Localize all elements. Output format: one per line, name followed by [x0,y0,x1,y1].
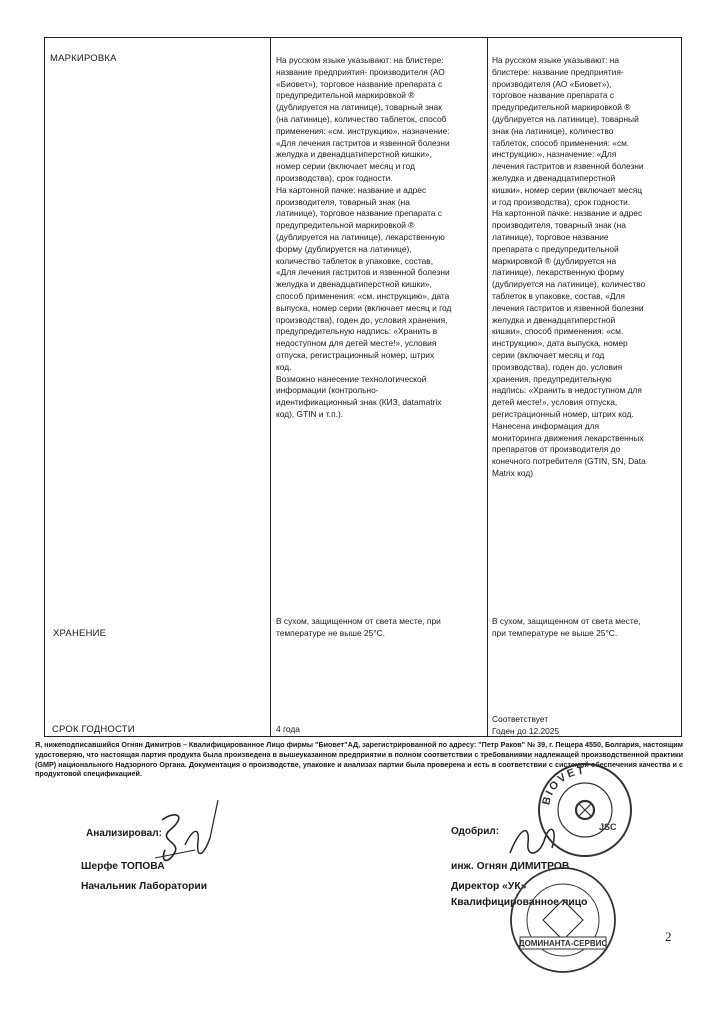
analyst-name: Шерфе ТОПОВА [81,861,165,872]
approver-name: инж. Огнян ДИМИТРОВ [451,861,570,872]
biovet-stamp-suffix: JSC [599,822,617,832]
row-label-storage: ХРАНЕНИЕ [53,628,107,639]
analyzed-by-label: Анализировал: [86,828,162,839]
shelf-life-specification: 4 года [276,724,300,734]
page-number: 2 [665,929,672,944]
marking-result: На русском языке указывают: на блистере: название предприятия- производителя (АО «Биовет»), торговое название препарата с предупредительной маркировкой ® (дублируется на латинице), товарный знак (на латинице), количество таблеток, способ применения: «см. инструкцию», назначение: «Для лечения гастритов и язвенной болезни желудка и двенадцатиперстной кишки», номер серии (включает месяц и год производства), срок годности. На картонной пачке: название и адрес производителя, товарный знак (на латинице), торговое название препарата с предупредительной маркировкой ® (дублируется на латинице), лекарственную форму (дублируется на латинице), количество таблеток в упаковке, состав, «Для лечения гастритов и язвенной болезни желудка и двенадцатиперстной кишки», способ применения: «см. инструкцию», дата выпуска, номер серии (включает месяц и год производства), годен до, условия хранения, предупредительную надпись: «Хранить в недоступном для детей месте!», условия отпуска, регистрационный номер, штрих код. Нанесена информация для мониторинга движения лекарственных препаратов от производителя до конечного потребителя (GTIN, SN, Data Matrix код) [492,55,646,478]
approver-title-qualified: Квалифицированное лицо [451,897,588,908]
table-top-border [44,37,682,38]
approved-by-label: Одобрил: [451,826,500,837]
svg-text:BIOVET [540,765,586,806]
shelf-life-result: Соответствует Годен до 12.2025 [492,714,560,736]
dominanta-stamp-text: ДОМИНАНТА-СЕРВИС [518,939,608,948]
storage-result: В сухом, защищенном от света месте, при температуре не выше 25°С. [492,616,641,638]
biovet-stamp-text: BIOVET [540,764,587,807]
row-label-marking: МАРКИРОВКА [50,53,117,64]
table-divider-2 [487,37,488,737]
dominanta-stamp [508,865,618,975]
storage-specification: В сухом, защищенном от света месте, при температуре не выше 25°С. [276,616,441,638]
qualified-person-statement: Я, нижеподписавшийся Огнян Димитров – Квалифицированное Лицо фирмы "Биовет"АД, зарегистрированной по адресу: "Петр Раков" № 39, г. Пещера 4550, Болгария, настоящим удостоверяю, что настоящая партия продукта была произведена в вышеуказанном предприятии в полном соответствии с требованиями надлежащей производственной практики (GMP) национального Надзорного Органа. Документация о производстве, упаковке и анализах партии была проверена и есть в соответствии с системой обеспечения качества и с продуктовой спецификацией. [35,740,683,779]
table-right-border [681,37,682,737]
row-label-shelf-life: СРОК ГОДНОСТИ [52,724,135,735]
marking-specification: На русском языке указывают: на блистере: название предприятия- производителя (АО «Биовет»), торговое название препарата с предупредительной маркировкой ® (дублируется на латинице), товарный знак (на латинице), количество таблеток, способ применения: «см. инструкцию», назначение: «Для лечения гастритов и язвенной болезни желудка и двенадцатиперстной кишки», номер серии (включает месяц и год производства), срок годности. На картонной пачке: название и адрес производителя, товарный знак (на латинице), торговое название препарата с предупредительной маркировкой ® (дублируется на латинице), лекарственную форму (дублируется на латинице), количество таблеток в упаковке, состав, «Для лечения гастритов и язвенной болезни желудка и двенадцатиперстной кишки», способ применения: «см. инструкцию», дата выпуска, номер серии (включает месяц и год производства), годен до, условия хранения, предупредительную надпись: «Хранить в недоступном для детей месте!», условия отпуска, регистрационный номер, штрих код. Возможно нанесение технологической информации (контрольно- идентификационный знак (КИЗ, datamatrix код), GTIN и т.п.). [276,55,452,419]
table-left-border [44,37,45,737]
analyst-signature [140,790,230,880]
table-divider-1 [270,37,271,737]
analyst-title: Начальник Лаборатории [81,881,208,892]
biovet-stamp [535,760,635,860]
approver-title-director: Директор «УК» [451,881,527,892]
